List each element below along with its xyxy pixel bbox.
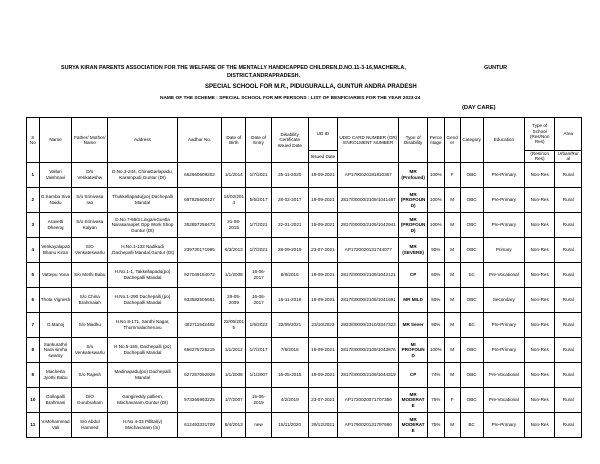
- cell-category: OBC: [460, 337, 483, 362]
- cell-category: BC: [460, 312, 483, 337]
- cell-type: CP: [399, 362, 427, 387]
- cell-gender: M: [444, 287, 460, 312]
- cell-sno: 1: [27, 162, 40, 187]
- cell-education: Secondary: [483, 287, 524, 312]
- cell-education: Pre-Primary: [483, 312, 524, 337]
- cell-udid-card: 2817/00000/2109/1044319: [338, 362, 399, 387]
- col-issued-date: Issued Date: [308, 151, 338, 163]
- cell-category: OBC: [460, 287, 483, 312]
- col-category: Category: [460, 118, 483, 163]
- cell-udid-card: 2817/00000/2109/1042121: [338, 262, 399, 287]
- cell-school-type: Non-Res: [524, 237, 555, 262]
- cell-udid-issued: 19-09-2021: [308, 212, 338, 237]
- cell-dob: 14/02/2014: [222, 187, 246, 212]
- cell-percentage: 100%: [427, 337, 444, 362]
- cell-disability-cert: 16-05-2015: [271, 362, 308, 387]
- cell-area: Rural: [555, 187, 582, 212]
- cell-doe: 16-06-2017: [246, 262, 271, 287]
- cell-type: MR (PROFOUND): [399, 212, 427, 237]
- table-row: [27, 412, 582, 437]
- cell-percentage: 90%: [427, 312, 444, 337]
- cell-education: Pre-Vocational: [483, 387, 524, 412]
- cell-address: D.No.3-244, ChinaGarlapadu, Karampudi,Guntur (Dt): [108, 162, 178, 187]
- cell-address: Madinapadu(po) Dachepalli Mandal: [108, 362, 178, 387]
- cell-gender: M: [444, 212, 460, 237]
- cell-doe: 1/1/2007: [246, 362, 271, 387]
- cell-address: H.No.1-1, Takkellapadu(po) Dachepalli Mandal: [108, 262, 178, 287]
- cell-dob: 31-08-2015: [222, 212, 246, 237]
- cell-disability-cert: 4/2/2019: [271, 387, 308, 412]
- cell-gender: M: [444, 412, 460, 437]
- cell-education: Pre-Primary: [483, 212, 524, 237]
- cell-father: S/o Methi Babu: [72, 262, 108, 287]
- cell-percentage: 100%: [427, 212, 444, 237]
- cell-dob: 1/1/2006: [222, 362, 246, 387]
- cell-gender: F: [444, 162, 460, 187]
- cell-area: Rural: [555, 362, 582, 387]
- cell-percentage: 75%: [427, 387, 444, 412]
- cell-dob: 1/7/2007: [222, 387, 246, 412]
- header-line-2: DISTRICT,ANDRAPRADESH.: [227, 73, 301, 79]
- cell-aadhar: 656275725215: [177, 337, 221, 362]
- cell-udid-card: AP1720020071707350: [338, 387, 399, 412]
- cell-school-type: Non-Res: [524, 412, 555, 437]
- cell-udid-issued: 19-09-2021: [308, 187, 338, 212]
- cell-dob: 6/3/2013: [222, 237, 246, 262]
- cell-doe: 1/7/2021: [246, 212, 271, 237]
- cell-education: Pre-Primary: [483, 412, 524, 437]
- cell-disability-cert: 28-09-2019: [271, 237, 308, 262]
- cell-name: Valluri Vaishnavi: [39, 162, 72, 187]
- cell-doe: 1/7/2021: [246, 237, 271, 262]
- table-row: [27, 237, 582, 262]
- cell-type: MI PROFOUND: [399, 337, 427, 362]
- cell-disability-cert: 22/09/2021: [271, 312, 308, 337]
- cell-category: OBC: [460, 387, 483, 412]
- cell-name: Sankurathri Nara simha swamy: [39, 337, 72, 362]
- cell-udid-card: AP1720020131744077: [338, 237, 399, 262]
- cell-percentage: 74%: [427, 362, 444, 387]
- header-line-4: NAME OF THE SCHEME : SPECIAL SCHOOL FOR MR PERSONS : LIST OF BENFICIARIES FOR THE YEAR 2023-24: [160, 96, 421, 101]
- cell-udid-issued: 19-09-2021: [308, 162, 338, 187]
- cell-name: Macherla Jyothi Babu: [39, 362, 72, 387]
- cell-gender: M: [444, 262, 460, 287]
- col-udid: UD ID: [308, 118, 338, 151]
- cell-category: BC: [460, 412, 483, 437]
- col-gender: Gender: [444, 118, 460, 163]
- cell-doe: 1/7/2021: [246, 162, 271, 187]
- cell-father: D/O Gurubraham: [72, 387, 108, 412]
- cell-school-type: Non-Res: [524, 287, 555, 312]
- col-father: Father/ Mother/ Name: [72, 118, 108, 163]
- cell-sno: 6: [27, 287, 40, 312]
- cell-percentage: 90%: [427, 237, 444, 262]
- cell-gender: M: [444, 337, 460, 362]
- cell-disability-cert: 28-02-2017: [271, 187, 308, 212]
- cell-school-type: Non-Res: [524, 262, 555, 287]
- cell-doe: 1/6/2023: [246, 312, 271, 337]
- cell-gender: M: [444, 187, 460, 212]
- cell-udid-issued: 23/10/2023: [308, 312, 338, 337]
- col-doe: Date of Entry: [246, 118, 271, 163]
- cell-type: MR MODERATE: [399, 387, 427, 412]
- cell-doe: 16-06-2017: [246, 287, 271, 312]
- table-row: [27, 337, 582, 362]
- cell-percentage: 100%: [427, 162, 444, 187]
- cell-address: Gangireddy palliem, Machavaram,Guntur (Dt): [108, 387, 178, 412]
- cell-name: G.Manoj: [39, 312, 72, 337]
- cell-sno: 8: [27, 337, 40, 362]
- cell-name: Aravetti Dheeraj: [39, 212, 72, 237]
- col-udid-card: UDID CARD NUMBER (OR) ENROLMENT NUMBER: [338, 118, 399, 163]
- table-row: [27, 262, 582, 287]
- cell-type: CP: [399, 262, 427, 287]
- cell-school-type: Non-Res: [524, 312, 555, 337]
- cell-category: OBC: [460, 187, 483, 212]
- cell-gender: M: [444, 237, 460, 262]
- cell-aadhar: 482711542482: [177, 312, 221, 337]
- cell-address: H.No 8-171, Santhi Nagar, Thummalacheruvu: [108, 312, 178, 337]
- cell-udid-issued: 23-07-2021: [308, 387, 338, 412]
- cell-sno: 2: [27, 187, 40, 212]
- cell-category: OBC: [460, 212, 483, 237]
- table-row: [27, 162, 582, 187]
- cell-disability-cert: 25-11-2020: [271, 162, 308, 187]
- cell-percentage: 75%: [427, 412, 444, 437]
- cell-gender: M: [444, 362, 460, 387]
- table-row: [27, 187, 582, 212]
- cell-disability-cert: 7/8/2016: [271, 337, 308, 362]
- cell-gender: F: [444, 387, 460, 412]
- cell-sno: 11: [27, 412, 40, 437]
- cell-address: H.No 4-33 Pillital(v) Machavaram (m): [108, 412, 178, 437]
- cell-area: Rural: [555, 412, 582, 437]
- cell-sno: 7: [27, 312, 40, 337]
- col-address: Address: [108, 118, 178, 163]
- cell-disability-cert: 8/8/2016: [271, 262, 308, 287]
- cell-aadhar: 662660609202: [177, 162, 221, 187]
- cell-area: Rural: [555, 262, 582, 287]
- header-line-1: SURYA KIRAN PARENTS ASSOCIATION FOR THE WELFARE OF THE MENTALLY HANDICAPPED CHILDREN,D.NO.11-3-16,MACHERLA,: [61, 65, 406, 71]
- cell-name: Vattepu Yona: [39, 262, 72, 287]
- cell-education: Pre-Primary: [483, 187, 524, 212]
- cell-education: Pre-Primary: [483, 162, 524, 187]
- col-aadhar: Aadhar No.: [177, 118, 221, 163]
- cell-aadhar: 687825600427: [177, 187, 221, 212]
- header-line-3: SPECIAL SCHOOL FOR M.R., PIDUGURALLA, GUNTUR ANDRA PRADESH: [205, 84, 417, 90]
- table-row: [27, 387, 582, 412]
- cell-aadhar: 927049154072: [177, 262, 221, 287]
- table-row: [27, 287, 582, 312]
- cell-udid-issued: 19-09-2021: [308, 362, 338, 387]
- cell-name: V.Mohammad Vali: [39, 412, 72, 437]
- cell-type: MR (SEVERE): [399, 237, 427, 262]
- cell-area: Rural: [555, 387, 582, 412]
- cell-category: SC: [460, 262, 483, 287]
- cell-category: OBC: [460, 362, 483, 387]
- cell-aadhar: 933582505661: [177, 287, 221, 312]
- cell-percentage: 50%: [427, 287, 444, 312]
- cell-address: D.No.7-98/3 LingamGuntla Narasaraopet Opp Work Shop Guntur (Dt): [108, 212, 178, 237]
- cell-disability-cert: 15/11/2020: [271, 412, 308, 437]
- cell-aadhar: 973266993225: [177, 387, 221, 412]
- cell-dob: 22/05/2015: [222, 312, 246, 337]
- cell-disability-cert: 16-11-2016: [271, 287, 308, 312]
- col-percentage: Percentage: [427, 118, 444, 163]
- cell-address: H.No.5-155, Dachepalli (po) Dachepalli Mandal: [108, 337, 178, 362]
- cell-udid-card: 2817/00000/2109/1041487: [338, 187, 399, 212]
- cell-education: Primary: [483, 237, 524, 262]
- cell-father: S/o Srinivasa Kalyan: [72, 212, 108, 237]
- cell-dob: 29-05-2009: [222, 287, 246, 312]
- cell-aadhar: 527257092929: [177, 362, 221, 387]
- cell-aadhar: 352857258473: [177, 212, 221, 237]
- cell-gender: M: [444, 312, 460, 337]
- cell-dob: 1/1/2014: [222, 162, 246, 187]
- cell-name: Thota Vignesh: [39, 287, 72, 312]
- header-guntur: GUNTUR: [484, 65, 508, 71]
- cell-type: MR (PROFOUND): [399, 187, 427, 212]
- table-row: [27, 212, 582, 237]
- cell-udid-card: 2817/00000/2109/1041691: [338, 287, 399, 312]
- cell-sno: 4: [27, 237, 40, 262]
- beneficiaries-table: [26, 117, 582, 438]
- cell-father: S/o Abdul Hameed: [72, 412, 108, 437]
- cell-doe: 15-06-2019: [246, 387, 271, 412]
- cell-category: OBC: [460, 162, 483, 187]
- cell-education: Pre-Vocational: [483, 262, 524, 287]
- day-care-label: (DAY CARE): [462, 105, 496, 111]
- cell-father: S/o China Brahmaiah: [72, 287, 108, 312]
- cell-school-type: Non-Res: [524, 212, 555, 237]
- cell-sno: 5: [27, 262, 40, 287]
- cell-education: Pre-Primary: [483, 337, 524, 362]
- col-type: Type of Disability: [399, 118, 427, 163]
- cell-name: Venkayalapati Bhanu Kiran: [39, 237, 72, 262]
- cell-disability-cert: 22-01-2021: [271, 212, 308, 237]
- col-urban-rural: Urban/Rural: [555, 151, 582, 163]
- cell-udid-issued: 23-07-2021: [308, 237, 338, 262]
- table-row: [27, 362, 582, 387]
- col-dob: Date of Birth: [222, 118, 246, 163]
- cell-school-type: Non-Res: [524, 337, 555, 362]
- cell-area: Rural: [555, 312, 582, 337]
- cell-father: S/o Srinivasa rao: [72, 187, 108, 212]
- cell-father: S/o Venkateswarlu: [72, 337, 108, 362]
- col-res-nonres: (Res/non Res): [524, 151, 555, 163]
- cell-udid-card: 2817/00000/2109/1043876: [338, 337, 399, 362]
- col-school-type: Type of School (Res/Non Res): [524, 118, 555, 151]
- cell-category: OBC: [460, 237, 483, 262]
- col-education: Education: [483, 118, 524, 163]
- cell-udid-card: AP1790020131797680: [338, 412, 399, 437]
- cell-area: Rural: [555, 287, 582, 312]
- cell-doe: 1/7/2017: [246, 337, 271, 362]
- cell-doe: 5/6/2017: [246, 187, 271, 212]
- cell-sno: 10: [27, 387, 40, 412]
- cell-udid-issued: 29/12/2021: [308, 412, 338, 437]
- col-disability-cert: Disability Certificate Issued Date: [271, 118, 308, 163]
- cell-father: D/o Venkateshw: [72, 162, 108, 187]
- cell-percentage: 100%: [427, 187, 444, 212]
- cell-name: Gollapalli Brahmani: [39, 387, 72, 412]
- cell-udid-card: 2817/00000/2109/1042941: [338, 212, 399, 237]
- cell-address: Thukkellapadu(po) Dachepalli Mandal: [108, 187, 178, 212]
- cell-aadhar: 612493331709: [177, 412, 221, 437]
- cell-area: Rural: [555, 337, 582, 362]
- cell-sno: 9: [27, 362, 40, 387]
- cell-udid-card: 2833/00000/2310/3347323: [338, 312, 399, 337]
- cell-area: Rural: [555, 237, 582, 262]
- cell-name: G.Samba Siva Naidu: [39, 187, 72, 212]
- cell-address: H.No.1-133 Nadikudi ,Dachepalli Mandal,Guntur (Dt): [108, 237, 178, 262]
- cell-school-type: Non-Res: [524, 387, 555, 412]
- cell-area: Rural: [555, 162, 582, 187]
- cell-udid-issued: 19-09-2021: [308, 262, 338, 287]
- cell-school-type: Non-Res: [524, 187, 555, 212]
- cell-udid-card: AP1790020181810367: [338, 162, 399, 187]
- cell-type: MR (Profound): [399, 162, 427, 187]
- cell-sno: 3: [27, 212, 40, 237]
- cell-address: H.No.1-290 Dachepalli (po) Dachepalli Mandal: [108, 287, 178, 312]
- cell-education: Pre-Vocational: [483, 362, 524, 387]
- col-name: Name: [39, 118, 72, 163]
- cell-area: Rural: [555, 212, 582, 237]
- cell-dob: 8/4/2013: [222, 412, 246, 437]
- cell-udid-issued: 19-09-2021: [308, 337, 338, 362]
- cell-doe: new: [246, 412, 271, 437]
- cell-dob: 1/1/2008: [222, 262, 246, 287]
- table-row: [27, 312, 582, 337]
- cell-type: MR MODERATE: [399, 412, 427, 437]
- cell-type: MR Sever: [399, 312, 427, 337]
- cell-dob: 1/1/2012: [222, 337, 246, 362]
- cell-father: S/O Venkateswarlu: [72, 237, 108, 262]
- col-sno: S No: [27, 118, 40, 163]
- col-area: Area: [555, 118, 582, 151]
- cell-percentage: 60%: [427, 262, 444, 287]
- cell-father: S/o Rajesh: [72, 362, 108, 387]
- cell-school-type: Non-Res: [524, 162, 555, 187]
- cell-udid-issued: 19-09-2021: [308, 287, 338, 312]
- cell-school-type: Non-Res: [524, 362, 555, 387]
- cell-aadhar: 239730171985: [177, 237, 221, 262]
- cell-father: S/o Madhu: [72, 312, 108, 337]
- cell-type: MR MILD: [399, 287, 427, 312]
